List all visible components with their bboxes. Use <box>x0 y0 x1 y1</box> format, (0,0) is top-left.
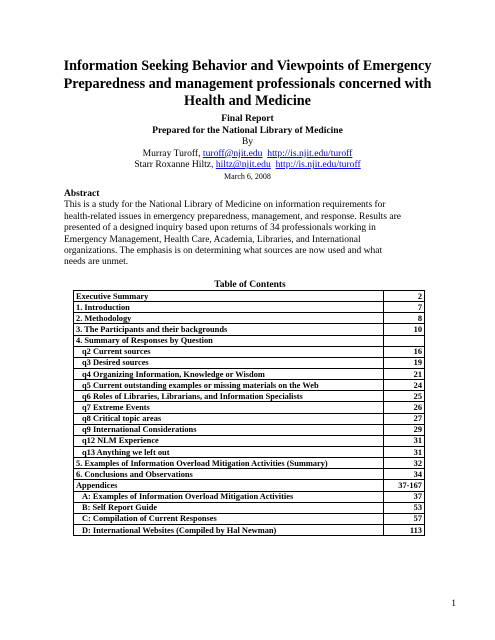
author1-name: Murray Turoff, <box>142 147 203 159</box>
toc-entry-page: 34 <box>384 469 425 480</box>
toc-entry-label: B: Self Report Guide <box>74 502 384 513</box>
toc-title: Table of Contents <box>214 280 286 290</box>
toc-entry-label: q8 Critical topic areas <box>74 413 384 424</box>
toc-entry-label: Appendices <box>74 480 384 491</box>
toc-row <box>74 357 425 368</box>
toc-row <box>74 435 425 446</box>
toc-entry-page: 32 <box>384 458 425 469</box>
toc-row <box>74 413 425 424</box>
toc-entry-label: q6 Roles of Libraries, Librarians, and Information Specialists <box>74 391 384 402</box>
toc-entry-label: 1. Introduction <box>74 302 384 313</box>
toc-row <box>74 458 425 469</box>
toc-entry-page: 57 <box>384 513 425 524</box>
report-meta <box>60 113 435 183</box>
toc-entry-page: 26 <box>384 402 425 413</box>
toc-entry-page: 2 <box>384 291 425 302</box>
toc-entry-label: 6. Conclusions and Observations <box>74 469 384 480</box>
toc-entry-page: 8 <box>384 313 425 324</box>
toc-row <box>74 502 425 513</box>
toc-entry-label: 5. Examples of Information Overload Mitigation Activities (Summary) <box>74 458 384 469</box>
toc-entry-page: 19 <box>384 357 425 368</box>
toc-entry-page: 113 <box>384 524 425 535</box>
toc-row <box>74 524 425 535</box>
toc-entry-page: 27 <box>384 413 425 424</box>
document-title <box>50 58 445 111</box>
toc-row <box>74 324 425 335</box>
page-number: 1 <box>451 599 456 609</box>
toc-entry-page: 7 <box>384 302 425 313</box>
abstract-line: Emergency Management, Health Care, Academia, Libraries, and International <box>64 234 361 245</box>
toc-entry-page: 16 <box>384 346 425 357</box>
toc-entry-page: 31 <box>384 446 425 457</box>
toc-row <box>74 302 425 313</box>
toc-entry-label: q4 Organizing Information, Knowledge or Wisdom <box>74 368 384 379</box>
author2-email-link[interactable]: hiltz@njit.edu <box>215 159 271 171</box>
author1-email-link[interactable]: turoff@njit.edu <box>202 147 263 159</box>
toc-entry-page: 21 <box>384 368 425 379</box>
toc-entry-page: 53 <box>384 502 425 513</box>
toc-entry-page: 37 <box>384 491 425 502</box>
toc-row <box>74 469 425 480</box>
toc-row <box>74 480 425 491</box>
toc-row <box>74 313 425 324</box>
toc-entry-page: 24 <box>384 380 425 391</box>
toc-row <box>74 346 425 357</box>
toc-row <box>74 513 425 524</box>
toc-entry-label: q13 Anything we left out <box>74 446 384 457</box>
toc-entry-label: Executive Summary <box>74 291 384 302</box>
toc-entry-label: C: Compilation of Current Responses <box>74 513 384 524</box>
toc-entry-page: 31 <box>384 435 425 446</box>
toc-entry-label: q9 International Considerations <box>74 424 384 435</box>
report-label: Final Report <box>221 113 274 124</box>
toc-entry-label: q2 Current sources <box>74 346 384 357</box>
abstract-line: organizations. The emphasis is on determining what sources are now used and what <box>64 246 383 257</box>
toc-entry-label: q7 Extreme Events <box>74 402 384 413</box>
abstract <box>64 189 436 269</box>
prepared-for: Prepared for the National Library of Medicine <box>152 124 343 136</box>
toc-entry-label: q5 Current outstanding examples or missing materials on the Web <box>74 380 384 391</box>
abstract-heading: Abstract <box>64 189 100 199</box>
abstract-line: health-related issues in emergency preparedness, management, and response. Results are <box>64 211 401 222</box>
toc-row <box>74 424 425 435</box>
toc-entry-label: q12 NLM Experience <box>74 435 384 446</box>
toc-entry-label: A: Examples of Information Overload Mitigation Activities <box>74 491 384 502</box>
author2-url-link[interactable]: http://is.njit.edu/turoff <box>275 159 361 171</box>
toc-entry-label: D: International Websites (Compiled by Hal Newman) <box>74 524 384 535</box>
title-line: Information Seeking Behavior and Viewpoints of Emergency <box>63 58 432 74</box>
toc-row <box>74 446 425 457</box>
author-line-1 <box>60 148 435 160</box>
toc-entry-page: 25 <box>384 391 425 402</box>
author1-url-link[interactable]: http://is.njit.edu/turoff <box>267 147 353 159</box>
toc-row <box>74 335 425 346</box>
author-line-2 <box>60 159 435 171</box>
toc-table <box>73 290 425 536</box>
by-line: By <box>241 136 254 148</box>
author2-name: Starr Roxanne Hiltz, <box>134 159 216 171</box>
toc-entry-page: 37-167 <box>384 480 425 491</box>
toc-row <box>74 368 425 379</box>
toc-entry-label: 4. Summary of Responses by Question <box>74 335 384 346</box>
toc-entry-page: 10 <box>384 324 425 335</box>
title-line: Health and Medicine <box>184 93 311 109</box>
toc-row <box>74 391 425 402</box>
toc-entry-label: 3. The Participants and their backgrounds <box>74 324 384 335</box>
toc-row <box>74 380 425 391</box>
abstract-line: presented of a designed inquiry based upon returns of 34 professionals working in <box>64 223 376 234</box>
toc-entry-label: q3 Desired sources <box>74 357 384 368</box>
toc-entry-label: 2. Methodology <box>74 313 384 324</box>
toc-entry-page: 29 <box>384 424 425 435</box>
toc-row <box>74 491 425 502</box>
report-date: March 6, 2008 <box>224 171 271 181</box>
abstract-line: needs are unmet. <box>64 257 129 268</box>
toc-entry-page <box>384 335 425 346</box>
title-line: Preparedness and management professionals concerned with <box>63 75 432 92</box>
abstract-line: This is a study for the National Library of Medicine on information requirements for <box>64 200 386 211</box>
toc-row <box>74 402 425 413</box>
toc-row <box>74 291 425 302</box>
